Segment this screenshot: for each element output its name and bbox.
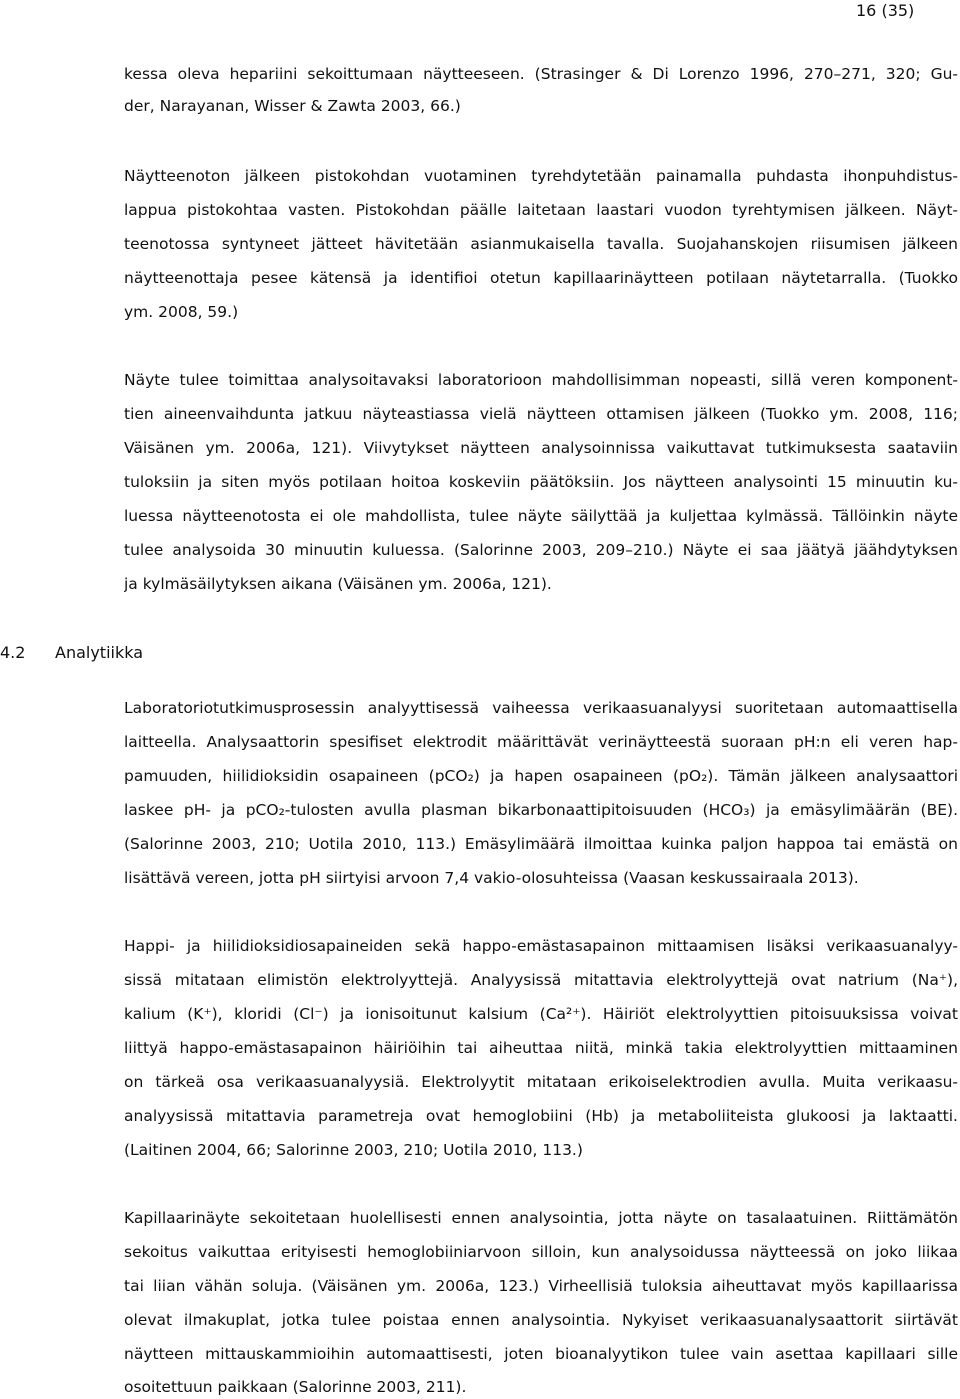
text-line: sekoitus vaikuttaa erityisesti hemoglobiiniarvoon silloin, kun analysoidussa näytteessä on joko liikaa: [124, 1243, 958, 1261]
text-line: pamuuden, hiilidioksidin osapaineen (pCO₂) ja hapen osapaineen (pO₂). Tämän jälkeen analysaattori: [124, 767, 958, 785]
text-line: tuloksiin ja siten myös potilaan hoitoa koskeviin päätöksiin. Jos näytteen analysointi 15 minuutin ku-: [124, 473, 958, 491]
text-line: teenotossa syntyneet jätteet hävitetään asianmukaisella tavalla. Suojahanskojen riisumisen jälkeen: [124, 235, 958, 253]
text-line: lappua pistokohtaa vasten. Pistokohdan päälle laitetaan laastari vuodon tyrehtymisen jälkeen. Näyt-: [124, 201, 958, 219]
text-line: ym. 2008, 59.): [124, 303, 239, 321]
section-heading: [0, 643, 400, 665]
text-line: tulee analysoida 30 minuutin kuluessa. (Salorinne 2003, 209–210.) Näyte ei saa jäätyä jäähdytyksen: [124, 541, 958, 559]
text-line: näytteenottaja pesee kätensä ja identifioi otetun kapillaarinäytteen potilaan näytetarralla. (Tuokko: [124, 269, 958, 287]
text-line: sissä mitataan elimistön elektrolyyttejä. Analyysissä mitattavia elektrolyyttejä ovat natrium (Na⁺),: [124, 971, 958, 989]
text-line: der, Narayanan, Wisser & Zawta 2003, 66.): [124, 97, 461, 115]
section-title: Analytiikka: [55, 643, 144, 662]
text-line: luessa näytteenotosta ei ole mahdollista, tulee näyte säilyttää ja kuljettaa kylmässä. Tällöinkin näyte: [124, 507, 958, 525]
text-line: Näyte tulee toimittaa analysoitavaksi laboratorioon mahdollisimman nopeasti, sillä veren komponent-: [124, 371, 958, 389]
text-line: tien aineenvaihdunta jatkuu näyteastiassa vielä näytteen ottamisen jälkeen (Tuokko ym. 2008, 116;: [124, 405, 958, 423]
text-line: Väisänen ym. 2006a, 121). Viivytykset näytteen analysoinnissa vaikuttavat tutkimuksesta saataviin: [124, 439, 958, 457]
section-number: 4.2: [0, 643, 26, 662]
text-line: osoitettuun paikkaan (Salorinne 2003, 211).: [124, 1378, 467, 1396]
page-number: 16 (35): [856, 1, 915, 20]
text-line: ja kylmäsäilytyksen aikana (Väisänen ym. 2006a, 121).: [124, 575, 552, 593]
text-line: Kapillaarinäyte sekoitetaan huolellisesti ennen analysointia, jotta näyte on tasalaatuinen. Riittämätön: [124, 1209, 958, 1227]
text-line: laskee pH- ja pCO₂-tulosten avulla plasman bikarbonaattipitoisuuden (HCO₃) ja emäsylimäärän (BE).: [124, 801, 958, 819]
text-line: Happi- ja hiilidioksidiosapaineiden sekä happo-emästasapainon mittaamisen lisäksi verikaasuanalyy-: [124, 937, 958, 955]
text-line: laitteella. Analysaattorin spesifiset elektrodit määrittävät verinäytteestä suoraan pH:n eli veren hap-: [124, 733, 958, 751]
text-line: (Salorinne 2003, 210; Uotila 2010, 113.) Emäsylimäärä ilmoittaa kuinka paljon happoa tai emästä on: [124, 835, 958, 853]
text-line: Laboratoriotutkimusprosessin analyyttisessä vaiheessa verikaasuanalyysi suoritetaan automaattisella: [124, 699, 958, 717]
text-line: (Laitinen 2004, 66; Salorinne 2003, 210; Uotila 2010, 113.): [124, 1141, 583, 1159]
text-line: näytteen mittauskammioihin automaattisesti, joten bioanalyytikon tulee vain asettaa kapillaari sille: [124, 1345, 958, 1363]
text-line: lisättävä vereen, jotta pH siirtyisi arvoon 7,4 vakio-olosuhteissa (Vaasan keskussairaala 2013).: [124, 869, 859, 887]
text-line: liittyä happo-emästasapainon häiriöihin tai aiheuttaa niitä, minkä takia elektrolyyttien mittaaminen: [124, 1039, 958, 1057]
text-line: tai liian vähän soluja. (Väisänen ym. 2006a, 123.) Virheellisiä tuloksia aiheuttavat myös kapillaarissa: [124, 1277, 958, 1295]
text-line: kessa oleva hepariini sekoittumaan näytteeseen. (Strasinger & Di Lorenzo 1996, 270–271, 320; Gu-: [124, 65, 958, 83]
text-line: kalium (K⁺), kloridi (Cl⁻) ja ionisoitunut kalsium (Ca²⁺). Häiriöt elektrolyyttien pitoisuuksissa voivat: [124, 1005, 958, 1023]
text-line: Näytteenoton jälkeen pistokohdan vuotaminen tyrehdytetään painamalla puhdasta ihonpuhdistus-: [124, 167, 958, 185]
text-line: analyysissä mitattavia parametreja ovat hemoglobiini (Hb) ja metaboliiteista glukoosi ja laktaatti.: [124, 1107, 958, 1125]
text-line: olevat ilmakuplat, jotka tulee poistaa ennen analysointia. Nykyiset verikaasuanalysaattorit siirtävät: [124, 1311, 958, 1329]
text-line: on tärkeä osa verikaasuanalyysiä. Elektrolyytit mitataan erikoiselektrodien avulla. Muita verikaasu-: [124, 1073, 958, 1091]
